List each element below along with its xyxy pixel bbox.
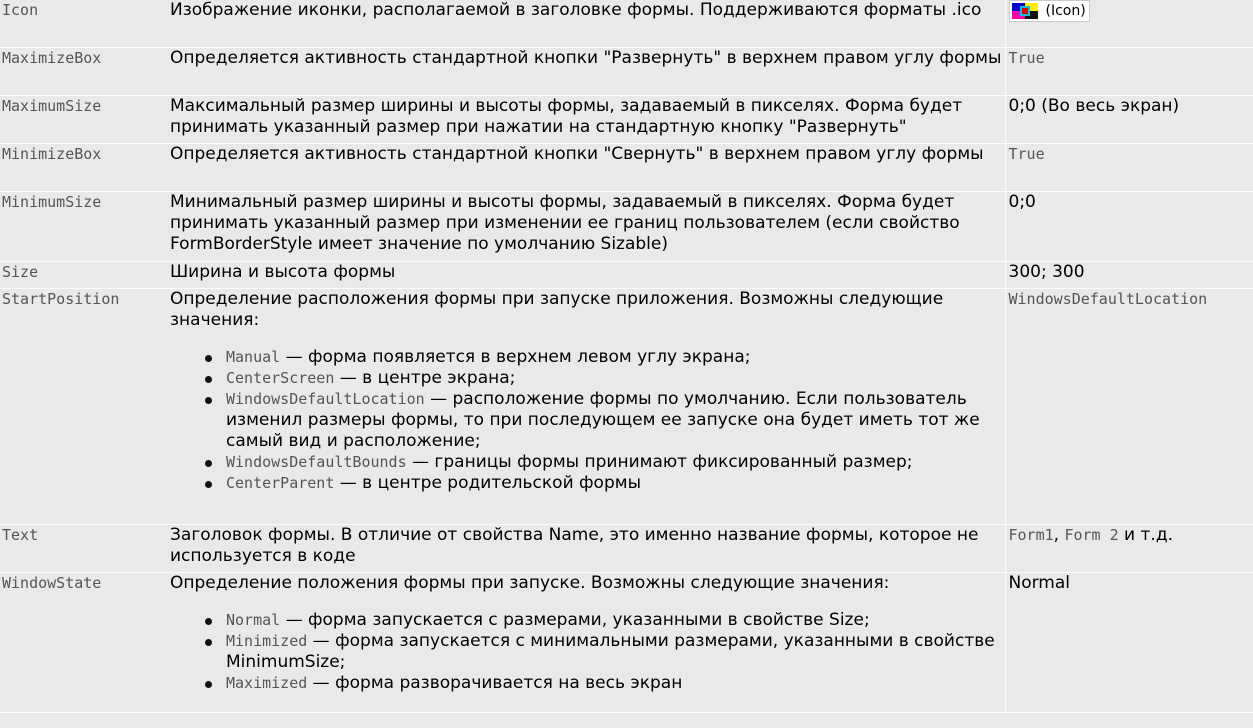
list-item <box>226 389 1003 452</box>
option-text: — границы формы принимают фиксированный размер; <box>406 451 913 472</box>
description-text: Определение положения формы при запуске. Возможны следующие значения: <box>170 572 890 593</box>
property-name: Icon <box>0 0 168 47</box>
options-list <box>170 347 1003 494</box>
table-row <box>0 261 1253 288</box>
table-row <box>0 143 1253 191</box>
option-code: Normal <box>226 610 281 629</box>
property-name: StartPosition <box>0 288 168 524</box>
property-description: Минимальный размер ширины и высоты формы, задаваемый в пикселях. Форма будет принимать указанный размер при изменении ее границ пользователем (если свойство FormBorderStyle имеет значение по умолчанию Sizable) <box>168 191 1005 261</box>
property-value <box>1005 524 1253 572</box>
property-value: 300; 300 <box>1005 261 1253 288</box>
value-separator: , <box>1053 524 1065 545</box>
table-row <box>0 191 1253 261</box>
list-item <box>226 610 1003 631</box>
property-description: Определяется активность стандартной кнопки "Развернуть" в верхнем правом углу формы <box>168 47 1005 95</box>
icon-preview <box>1009 0 1090 22</box>
property-description <box>168 572 1005 712</box>
list-item <box>226 473 1003 494</box>
value-code: Form 2 <box>1064 525 1119 544</box>
option-code: Manual <box>226 347 281 366</box>
option-text: — форма появляется в верхнем левом углу экрана; <box>280 346 751 367</box>
option-text: — форма запускается с минимальными размерами, указанными в свойстве MinimumSize; <box>226 630 995 672</box>
value-code: Form1 <box>1008 525 1054 544</box>
property-name: Text <box>0 524 168 572</box>
property-value: 0;0 (Во весь экран) <box>1005 95 1253 143</box>
option-code: CenterParent <box>226 473 335 492</box>
property-name: WindowState <box>0 572 168 712</box>
property-description: Определяется активность стандартной кнопки "Свернуть" в верхнем правом углу формы <box>168 143 1005 191</box>
list-item <box>226 452 1003 473</box>
description-text: Определение расположения формы при запуске приложения. Возможны следующие значения: <box>170 288 944 330</box>
property-name: MinimumSize <box>0 191 168 261</box>
icon-label: (Icon) <box>1045 2 1086 19</box>
list-item <box>226 631 1003 673</box>
property-value: Normal <box>1005 572 1253 712</box>
property-description: Заголовок формы. В отличие от свойства Name, это именно название формы, которое не используется в коде <box>168 524 1005 572</box>
value-tail: и т.д. <box>1118 524 1173 545</box>
option-code: Maximized <box>226 673 308 692</box>
option-text: — в центре родительской формы <box>334 472 641 493</box>
table-row <box>0 524 1253 572</box>
property-description <box>168 288 1005 524</box>
option-text: — форма запускается с размерами, указанными в свойстве Size; <box>280 609 870 630</box>
table-row <box>0 572 1253 712</box>
option-code: CenterScreen <box>226 368 335 387</box>
option-code: WindowsDefaultLocation <box>226 389 425 408</box>
property-value: True <box>1005 143 1253 191</box>
property-value: True <box>1005 47 1253 95</box>
property-value <box>1005 0 1253 47</box>
property-name: MinimizeBox <box>0 143 168 191</box>
list-item <box>226 347 1003 368</box>
property-name: Size <box>0 261 168 288</box>
property-value: WindowsDefaultLocation <box>1005 288 1253 524</box>
options-list <box>170 610 1003 694</box>
list-item <box>226 368 1003 389</box>
option-code: Minimized <box>226 631 308 650</box>
property-name: MaximumSize <box>0 95 168 143</box>
property-description: Изображение иконки, располагаемой в заголовке формы. Поддерживаются форматы .ico <box>168 0 1005 47</box>
property-description: Максимальный размер ширины и высоты формы, задаваемый в пикселях. Форма будет принимать указанный размер при нажатии на стандартную кнопку "Развернуть" <box>168 95 1005 143</box>
property-description: Ширина и высота формы <box>168 261 1005 288</box>
table-row <box>0 0 1253 47</box>
table-row <box>0 47 1253 95</box>
table-row <box>0 95 1253 143</box>
option-text: — форма разворачивается на весь экран <box>307 672 683 693</box>
option-code: WindowsDefaultBounds <box>226 452 407 471</box>
list-item <box>226 673 1003 694</box>
property-value: 0;0 <box>1005 191 1253 261</box>
form-icon <box>1012 3 1038 19</box>
option-text: — в центре экрана; <box>334 367 516 388</box>
table-row <box>0 288 1253 524</box>
option-text: — расположение формы по умолчанию. Если пользователь изменил размеры формы, то при последующем ее запуске она будет иметь тот же самый вид и расположение; <box>226 388 980 451</box>
property-name: MaximizeBox <box>0 47 168 95</box>
